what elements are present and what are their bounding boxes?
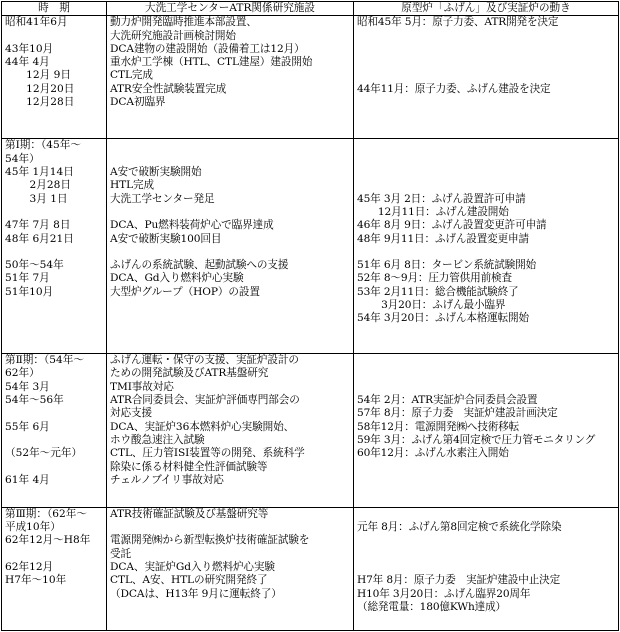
facility-line: ATR安全性試験装置完成 — [110, 82, 227, 95]
fugen-line — [357, 109, 618, 122]
period-cell — [2, 139, 107, 354]
atr-history-table — [1, 1, 619, 631]
period-line: 2月28日 — [5, 179, 71, 192]
fugen-line — [357, 367, 618, 380]
fugen-line: 60年12月：ふげん水素注入開始 — [357, 447, 509, 460]
period-line: 54年） — [5, 152, 40, 165]
period-line — [5, 601, 106, 614]
fugen-line: 59年 3月：ふげん第4回定検で圧力管モニタリング — [357, 433, 596, 446]
fugen-line — [357, 246, 618, 259]
facility-line: CTL、圧力管ISI装置等の開発、系統科学 — [110, 447, 305, 460]
fugen-line — [357, 96, 618, 109]
fugen-line — [357, 153, 618, 166]
period-line: 12月 9日 — [5, 69, 71, 82]
facility-cell — [107, 16, 354, 139]
period-line: 62年12月～H8年 — [5, 534, 91, 547]
fugen-line: 54年 2月：ATR実証炉合同委員会設置 — [357, 394, 538, 407]
fugen-line: H10年 3月20日：ふげん臨界20周年 — [357, 587, 531, 600]
period-line: 第Ⅱ期：（54年～ — [5, 354, 84, 367]
period-line — [5, 109, 106, 122]
facility-line: ふげん運転・保守の支援、実証炉設計の — [110, 354, 299, 367]
fugen-line — [357, 474, 618, 487]
fugen-cell — [354, 354, 619, 508]
fugen-line: 44年11月：原子力委、ふげん建設を決定 — [357, 82, 551, 95]
period-line: 第Ⅰ期：（45年～ — [5, 139, 81, 152]
fugen-line — [357, 548, 618, 561]
fugen-line — [357, 534, 618, 547]
period-line: 44年 4月 — [5, 56, 50, 69]
fugen-line — [357, 561, 618, 574]
fugen-line: 元年 8月：ふげん第8回定検で系統化学除染 — [357, 521, 562, 534]
fugen-line — [357, 166, 618, 179]
facility-line: DCA、Gd入り燃料炉心実験 — [110, 272, 244, 285]
fugen-line — [357, 30, 618, 43]
facility-line: DCA建物の建設開始（設備着工は12月） — [110, 42, 305, 55]
facility-line: ための開発試験及びATR基盤研究 — [110, 367, 269, 380]
facility-cell — [107, 354, 354, 508]
facility-line: ATR合同委員会、実証炉評価専門部会の — [110, 394, 300, 407]
fugen-line: 3月20日：ふげん最小臨界 — [357, 299, 506, 312]
period-line: 12月28日 — [5, 96, 75, 109]
fugen-line — [357, 139, 618, 152]
period-line: 12月20日 — [5, 82, 75, 95]
facility-line: 対応支援 — [110, 407, 152, 420]
facility-line: HTL完成 — [110, 179, 155, 192]
period-cell — [2, 16, 107, 139]
fugen-line: 57年 8月：原子力委 実証炉建設計画決定 — [357, 407, 558, 420]
period-line: 61年 4月 — [5, 473, 50, 486]
fugen-line: 45年 3月 2日：ふげん設置許可申請 — [357, 192, 526, 205]
fugen-line — [357, 508, 618, 521]
header-period: 時 期 — [2, 2, 107, 16]
facility-line — [110, 153, 353, 166]
fugen-line: H7年 8月：原子力委 実証炉建設中止決定 — [357, 574, 561, 587]
facility-line: 大洗工学センター発足 — [110, 192, 215, 205]
facility-line — [110, 246, 353, 259]
facility-line: A安で破断実験開始 — [110, 166, 202, 179]
facility-line: DCA、実証炉Gd入り燃料炉心実験 — [110, 560, 275, 573]
period-line: 54年～56年 — [5, 394, 64, 407]
period-line: 62年） — [5, 367, 40, 380]
period-line: 47年 7月 8日 — [5, 219, 71, 232]
facility-line: 大型炉グループ（HOP）の設置 — [110, 285, 260, 298]
period-line: 48年 6月21日 — [5, 232, 74, 245]
period-line: 3月 1日 — [5, 192, 68, 205]
facility-line: （DCAは、H13年 9月に運転終了） — [110, 587, 282, 600]
facility-line — [110, 206, 353, 219]
facility-line: CTL完成 — [110, 69, 153, 82]
period-line: 第Ⅲ期：（62年～ — [5, 507, 87, 520]
fugen-line: 58年12月：電源開発㈱へ技術移転 — [357, 420, 520, 433]
section-row-founding — [2, 16, 619, 139]
period-line — [5, 588, 106, 601]
fugen-line — [357, 179, 618, 192]
period-line — [5, 434, 106, 447]
period-cell — [2, 507, 107, 630]
facility-cell — [107, 507, 354, 630]
period-line: 62年12月 — [5, 560, 54, 573]
facility-line — [110, 521, 353, 534]
period-line: 43年10月 — [5, 42, 54, 55]
fugen-line — [357, 354, 618, 367]
fugen-line — [357, 69, 618, 82]
fugen-line: 53年 2月11日：総合機能試験終了 — [357, 285, 519, 298]
period-line — [5, 548, 106, 561]
period-line — [5, 30, 106, 43]
fugen-line: 51年 6月 8日：タービン系統試験開始 — [357, 259, 537, 272]
facility-line — [110, 601, 353, 614]
fugen-line: 52年 8～9月：圧力管供用前検査 — [357, 272, 512, 285]
fugen-line — [357, 43, 618, 56]
period-line: 51年10月 — [5, 285, 54, 298]
period-line — [5, 407, 106, 420]
facility-line — [110, 109, 353, 122]
facility-line: DCA初臨界 — [110, 96, 166, 109]
facility-line: 重水炉工学棟（HTL、CTL建屋）建設開始 — [110, 56, 313, 69]
period-line: 54年 3月 — [5, 380, 50, 393]
header-fugen: 原型炉「ふげん」及び実証炉の動き — [354, 2, 619, 16]
period-line — [5, 246, 106, 259]
period-line — [5, 206, 106, 219]
section-row-phase-3 — [2, 507, 619, 630]
fugen-line: 48年 9月11日：ふげん設置変更申請 — [357, 232, 529, 245]
period-cell — [2, 354, 107, 508]
section-row-phase-2 — [2, 354, 619, 508]
facility-line — [110, 312, 353, 325]
fugen-line: （総発電量：180億KWh達成） — [357, 600, 507, 613]
facility-line: DCA、Pu燃料装荷炉心で臨界達成 — [110, 219, 274, 232]
facility-line: ATR技術確証試験及び基盤研究等 — [110, 507, 269, 520]
facility-line — [110, 299, 353, 312]
period-line: 平成10年） — [5, 521, 61, 534]
fugen-line: 12月11日：ふげん建設開始 — [357, 205, 509, 218]
facility-cell — [107, 139, 354, 354]
facility-line — [110, 139, 353, 152]
period-line: 51年 7月 — [5, 272, 50, 285]
facility-line: DCA、実証炉36本燃料炉心実験開始、 — [110, 420, 295, 433]
facility-line: ホウ酸急速注入試験 — [110, 433, 205, 446]
period-line: （52年～元年） — [5, 447, 83, 460]
header-row — [2, 2, 619, 16]
section-row-phase-1 — [2, 139, 619, 354]
period-line: H7年～10年 — [5, 574, 67, 587]
period-line: 昭和41年6月 — [5, 16, 68, 29]
facility-line: 動力炉開発臨時推進本部設置、 — [110, 16, 257, 29]
period-line: 55年 6月 — [5, 420, 50, 433]
period-line — [5, 461, 106, 474]
period-line — [5, 312, 106, 325]
fugen-line — [357, 56, 618, 69]
facility-line: 大洗研究施設計画検討開始 — [110, 29, 236, 42]
facility-line: チェルノブイリ事故対応 — [110, 473, 224, 486]
fugen-line: 昭和45年 5月：原子力委、ATR開発を決定 — [357, 16, 559, 29]
period-line — [5, 299, 106, 312]
facility-line: TMI事故対応 — [110, 380, 174, 393]
period-line: 50年～54年 — [5, 259, 64, 272]
facility-line: ふげんの系統試験、起動試験への支援 — [110, 259, 289, 272]
fugen-cell — [354, 507, 619, 630]
header-facility: 大洗工学センターATR関係研究施設 — [107, 2, 354, 16]
fugen-line — [357, 461, 618, 474]
fugen-cell — [354, 139, 619, 354]
facility-line: 受託 — [110, 547, 131, 560]
fugen-cell — [354, 16, 619, 139]
facility-line: 電源開発㈱から新型転換炉技術確証試験を — [110, 534, 310, 547]
facility-line: A安で破断実験100回目 — [110, 232, 222, 245]
fugen-line: 46年 8月 9日：ふげん設置変更許可申請 — [357, 219, 547, 232]
period-line: 45年 1月14日 — [5, 166, 74, 179]
fugen-line — [357, 381, 618, 394]
fugen-line: 54年 3月20日：ふげん本格運転開始 — [357, 312, 529, 325]
facility-line: 除染に係る材料健全性評価試験等 — [110, 460, 268, 473]
facility-line: CTL、A安、HTLの研究開発終了 — [110, 574, 268, 587]
